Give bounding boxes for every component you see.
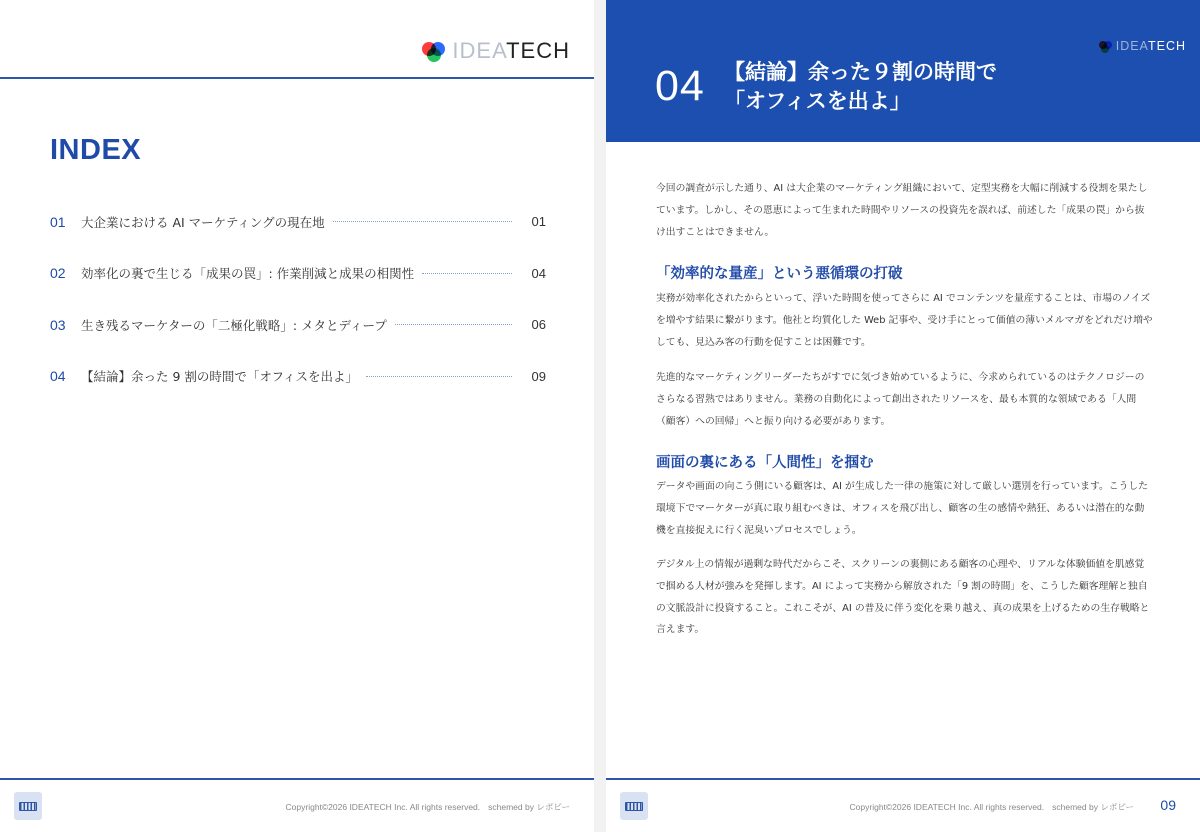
section-heading-2: 画面の裏にある「人間性」を掴む [656,455,874,471]
copyright: Copyright©2026 IDEATECH Inc. All rights reserved. schemed by レポピー [849,802,1134,812]
toc-number: 03 [50,316,66,333]
toc-item-01[interactable] [50,196,546,248]
toc-item-03[interactable] [50,299,546,351]
toc-leader [366,376,512,377]
footer-divider [0,778,594,780]
toc-page: 04 [531,265,546,281]
ideatech-logo [1099,39,1186,53]
report-icon [14,792,42,820]
index-title: INDEX [50,134,142,166]
toc-page: 06 [531,317,546,333]
section-heading-1: 「効率的な量産」という悪循環の打破 [656,266,903,282]
toc-label: 効率化の裏で生じる「成果の罠」: 作業削減と成果の相関性 [81,266,415,282]
toc-label: 生き残るマーケターの「二極化戦略」: メタとディープ [81,317,387,333]
toc-leader [395,324,512,325]
right-page [606,0,1200,832]
left-page [0,0,594,832]
footer-divider [606,778,1200,780]
logo-circles-icon [1099,39,1113,53]
toc-item-02[interactable] [50,248,546,300]
toc-item-04[interactable] [50,351,546,403]
chapter-title: 【結論】余った９割の時間で 「オフィスを出よ」 [724,60,997,113]
section2-paragraph-2: デジタル上の情報が過剰な時代だからこそ、スクリーンの裏側にある顧客の心理や、リアルな体験価値を肌感覚で掴める人材が強みを発揮します。AI によって実務から解放された「9 割の時間」を、こうした顧客理解と独自の文脈設計に投資すること。これこそが、AI の普及に伴う変化を乗り越え、真の成果を上げるための生存戦略と言えます。 [656,559,1150,636]
toc-number: 02 [50,265,66,282]
chapter-number: 04 [655,62,705,110]
report-icon [620,792,648,820]
page-number: 09 [1160,797,1176,813]
section2-paragraph-1: データや画面の向こう側にいる顧客は、AI が生成した一律の施策に対して厳しい選別を行っています。こうした環境下でマーケターが真に取り組むべきは、オフィスを飛び出し、顧客の生の感情や熱狂、あるいは潜在的な動機を直接捉えに行く泥臭いプロセスでしょう。 [656,481,1148,536]
toc-page: 09 [531,368,546,384]
copyright: Copyright©2026 IDEATECH Inc. All rights reserved. schemed by レポピー [285,802,570,812]
toc-number: 04 [50,368,66,385]
section1-paragraph-2: 先進的なマーケティングリーダーたちがすでに気づき始めているように、今求められているのはテクノロジーのさらなる習熟ではありません。業務の自動化によって創出されたリソースを、最も本質的な領域である「人間（顧客）への回帰」へと振り向ける必要があります。 [656,372,1145,427]
logo-circles-icon [422,39,446,63]
header-divider [0,77,594,79]
toc-label: 【結論】余った 9 割の時間で「オフィスを出よ」 [81,369,359,385]
toc-number: 01 [50,213,66,230]
toc-leader [422,273,512,274]
logo-text: IDEATECH [452,38,570,63]
intro-paragraph: 今回の調査が示した通り、AI は大企業のマーケティング組織において、定型実務を大幅に削減する役割を果たしています。しかし、その恩恵によって生まれた時間やリソースの投資先を誤れば、前述した「成果の罠」から抜け出すことはできません。 [656,183,1148,238]
table-of-contents [50,196,546,402]
logo-text: IDEATECH [1115,39,1186,53]
page-gutter [594,0,606,832]
section1-paragraph-1: 実務が効率化されたからといって、浮いた時間を使ってさらに AI でコンテンツを量産することは、市場のノイズを増やす結果に繋がります。他社と均質化した Web 記事や、受け手にとって価値の薄いメルマガをどれだけ増やしても、見込み客の行動を促すことは困難です。 [656,293,1153,348]
toc-leader [333,221,512,222]
toc-label: 大企業における AI マーケティングの現在地 [81,214,325,230]
toc-page: 01 [531,214,546,230]
chapter-banner [606,0,1200,142]
ideatech-logo [422,38,570,64]
